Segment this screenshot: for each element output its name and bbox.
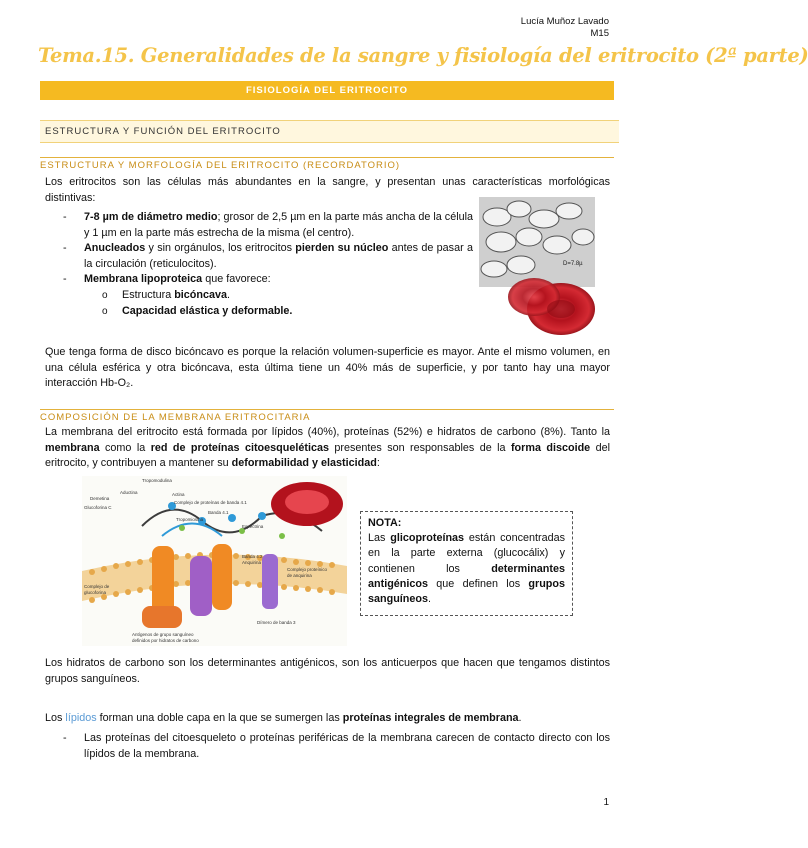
lipids-paragraph: Los lípidos forman una doble capa en la que se sumergen las proteínas integrales de membrana. [45, 712, 522, 724]
svg-text:Espectrina: Espectrina [242, 524, 264, 529]
course-code: M15 [590, 28, 609, 39]
svg-text:Banda 4.1: Banda 4.1 [208, 510, 229, 515]
list-item: - Anucleados y sin orgánulos, los eritrocitos pierden su núcleo antes de pasar a la circulación (reticulocitos). [40, 241, 473, 272]
svg-text:Complejo proteínico: Complejo proteínico [287, 567, 328, 572]
shape-paragraph: Que tenga forma de disco bicóncavo es porque la relación volumen-superficie es mayor. Ante el mismo volumen, en una célula esférica y otra bicóncava, esta última tiene un 40% más de superficie, y por tanto hay una mayor interacción Hb-O₂. [45, 346, 610, 390]
structure-intro: Los eritrocitos son las células más abundantes en la sangre, y presentan unas características morfológicas distintivas: [45, 176, 610, 204]
svg-text:Banda 4.2: Banda 4.2 [242, 554, 263, 559]
page-number: 1 [603, 797, 609, 808]
membrane-paragraph: La membrana del eritrocito está formada por lípidos (40%), proteínas (52%) e hidratos de carbono (8%). Tanto la membrana como la red de proteínas citoesqueléticas presentes son responsables de la forma discoide del eritrocito, y contribuyen a mantener su deformabilidad y elasticidad: [45, 426, 610, 470]
svg-text:glucoforina: glucoforina [84, 590, 107, 595]
carbohydrate-paragraph: Los hidratos de carbono son los determinantes antigénicos, son los anticuerpos que hacen que tengamos distintos grupos sanguíneos. [45, 657, 610, 685]
structure-list [40, 210, 473, 319]
list-item: - Membrana lipoproteica que favorece: [40, 272, 473, 288]
svg-text:Aductina: Aductina [120, 490, 138, 495]
membrane-diagram [82, 476, 347, 646]
svg-text:Complejo de: Complejo de [84, 584, 110, 589]
svg-text:definidos por hidratos de carb: definidos por hidratos de carbono [132, 638, 199, 643]
note-box [360, 511, 573, 616]
list-item: o Capacidad elástica y deformable. [40, 304, 473, 320]
svg-text:Actina: Actina [172, 492, 185, 497]
svg-text:Tropomodulina: Tropomodulina [142, 478, 172, 483]
svg-text:Anquirina: Anquirina [242, 560, 262, 565]
svg-text:Complejo de proteínas de banda: Complejo de proteínas de banda 4.1 [174, 500, 247, 505]
list-item: o Estructura bicóncava. [40, 288, 473, 304]
cytoskeleton-list [40, 731, 610, 762]
svg-text:Dímero de banda 3: Dímero de banda 3 [257, 620, 296, 625]
section-banner: FISIOLOGÍA DEL ERITROCITO [40, 81, 614, 100]
subsection-heading-structure: ESTRUCTURA Y MORFOLOGÍA DEL ERITROCITO (RECORDATORIO) [40, 157, 614, 171]
svg-text:Tropomiosina: Tropomiosina [176, 517, 204, 522]
scale-label: D=7.8µ [563, 261, 583, 267]
subsection-heading-membrane: COMPOSICIÓN DE LA MEMBRANA ERITROCITARIA [40, 409, 614, 423]
svg-text:Antígenos de grupo sanguíneo: Antígenos de grupo sanguíneo [132, 632, 194, 637]
note-title: NOTA: [368, 517, 402, 529]
note-text: Las glicoproteínas están concentradas en la parte externa (glucocálix) y contienen los determinantes antigénicos que definen los grupos sanguíneos. [368, 532, 565, 606]
author-block [521, 16, 609, 40]
document-title: Tema.15. Generalidades de la sangre y fisiología del eritrocito (2ª parte) [38, 44, 808, 67]
author-name: Lucía Muñoz Lavado [520, 16, 609, 27]
erythrocyte-image [479, 197, 595, 338]
svg-text:Demetina: Demetina [90, 496, 110, 501]
svg-text:Glucoforina C: Glucoforina C [84, 505, 112, 510]
list-item: - Las proteínas del citoesqueleto o proteínas periféricas de la membrana carecen de contacto directo con los lípidos de la membrana. [40, 731, 610, 762]
svg-text:de anquirina: de anquirina [287, 573, 312, 578]
list-item: - 7-8 µm de diámetro medio; grosor de 2,5 µm en la parte más ancha de la célula y 1 µm en la parte más estrecha de la misma (el centro). [40, 210, 473, 241]
section-heading: ESTRUCTURA Y FUNCIÓN DEL ERITROCITO [40, 120, 619, 143]
